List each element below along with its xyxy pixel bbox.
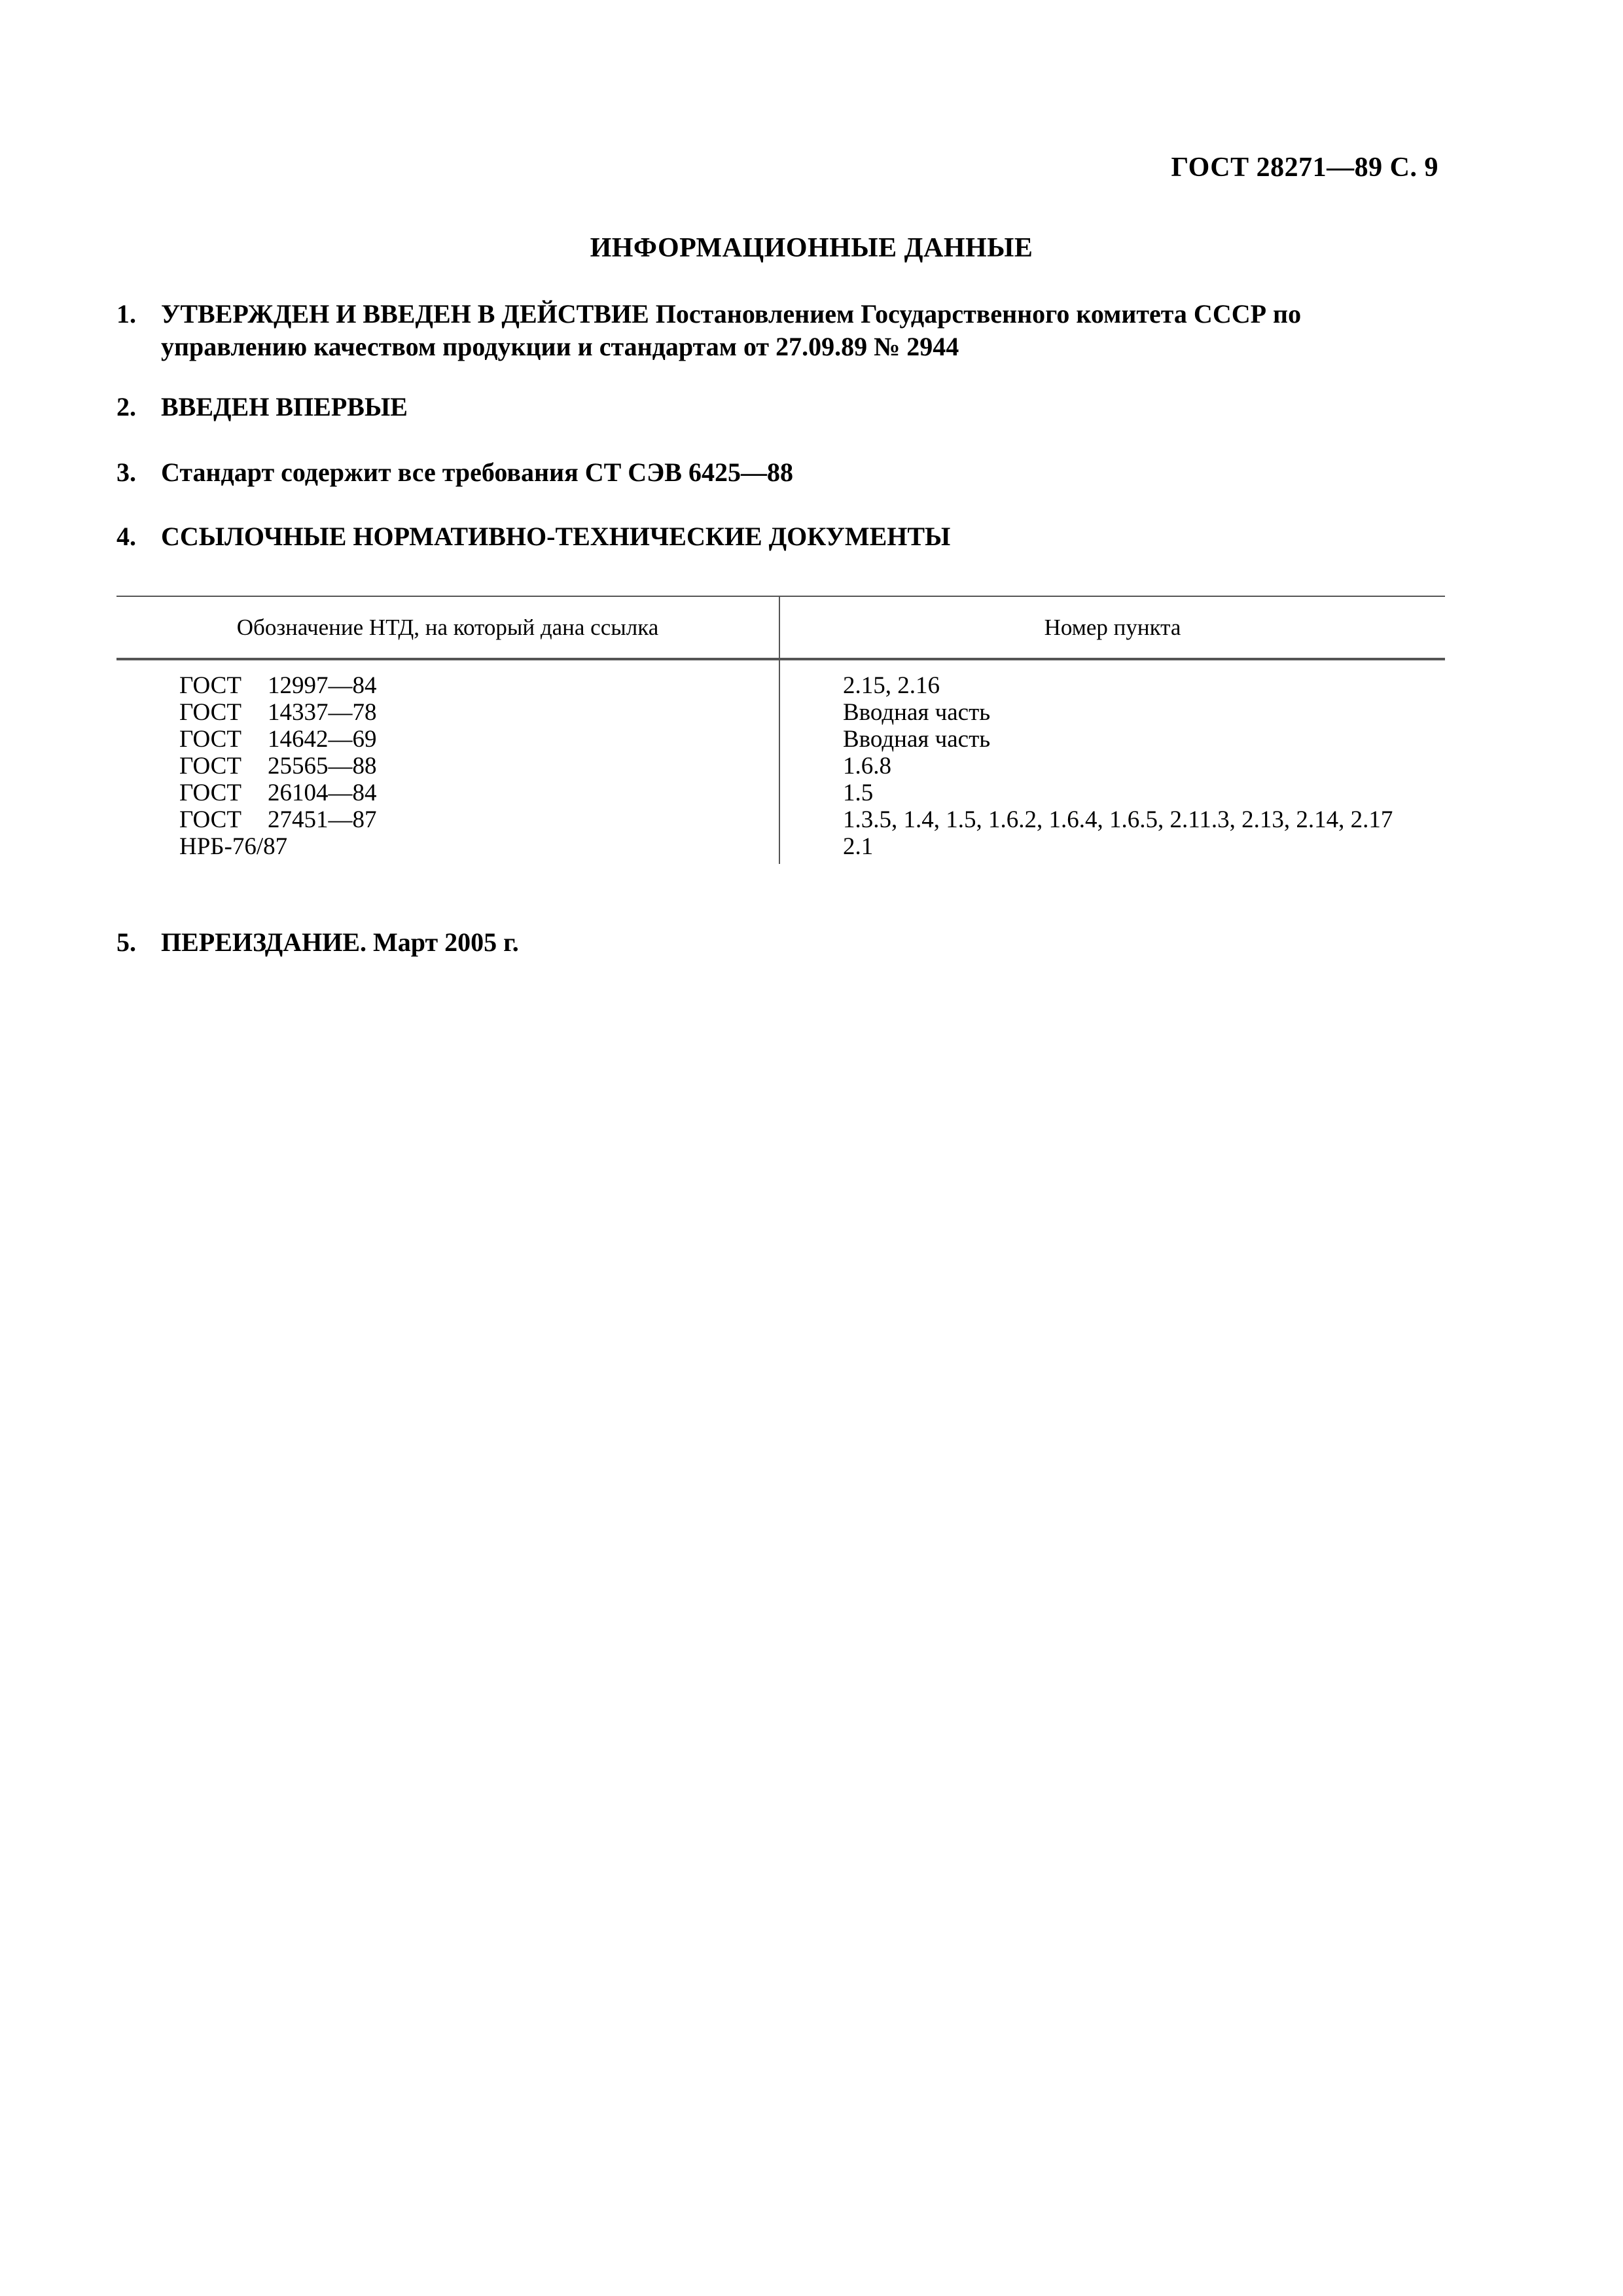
- doc-code: 14642—69: [268, 726, 377, 753]
- table-row: [116, 659, 1445, 699]
- table-row: [116, 753, 1445, 780]
- doc-prefix: ГОСТ: [179, 753, 241, 780]
- table-header-row: [116, 596, 1445, 659]
- item-number: 3.: [116, 457, 136, 487]
- item-text: ВВЕДЕН ВПЕРВЫЕ: [161, 392, 408, 422]
- item-text: ПЕРЕИЗДАНИЕ. Март 2005 г.: [161, 927, 519, 957]
- table-row: [116, 726, 1445, 753]
- paragraph-cell: Вводная часть: [843, 726, 991, 753]
- table-row: [116, 806, 1445, 833]
- document-cell: [116, 780, 779, 806]
- doc-code: 26104—84: [268, 780, 377, 806]
- paragraph-cell: 1.3.5, 1.4, 1.5, 1.6.2, 1.6.4, 1.6.5, 2.11.3, 2.13, 2.14, 2.17: [843, 806, 1393, 833]
- doc-prefix: ГОСТ: [179, 699, 241, 726]
- item-number: 5.: [116, 927, 136, 957]
- item-number: 2.: [116, 392, 136, 422]
- table-row: [116, 699, 1445, 726]
- doc-code: 14337—78: [268, 699, 377, 726]
- item-text: Стандарт содержит все требования СТ СЭВ 6425—88: [161, 457, 793, 487]
- table-row: [116, 833, 1445, 864]
- document-cell: [116, 726, 779, 753]
- item-number: 4.: [116, 522, 136, 551]
- doc-code: НРБ-76/87: [179, 833, 288, 860]
- document-cell: [116, 753, 779, 780]
- paragraph-cell: 1.5: [843, 780, 874, 806]
- document-title: ИНФОРМАЦИОННЫЕ ДАННЫЕ: [590, 233, 1033, 263]
- info-item-2: [116, 391, 1445, 423]
- info-item-1: [116, 298, 1445, 363]
- document-cell: [116, 699, 779, 726]
- info-item-3: [116, 456, 1445, 489]
- doc-code: 12997—84: [268, 672, 377, 699]
- item-text: УТВЕРЖДЕН И ВВЕДЕН В ДЕЙСТВИЕ Постановлением Государственного комитета СССР по управлению качеством продукции и стандартам от 27.09.89 № 2944: [161, 299, 1302, 361]
- doc-code: 27451—87: [268, 806, 377, 833]
- reference-documents-table: [116, 596, 1445, 864]
- doc-prefix: ГОСТ: [179, 806, 241, 833]
- document-cell: [116, 659, 779, 699]
- column-header-document: Обозначение НТД, на который дана ссылка: [116, 596, 779, 659]
- paragraph-cell: 1.6.8: [843, 753, 891, 780]
- doc-code: 25565—88: [268, 753, 377, 780]
- document-cell: [116, 806, 779, 833]
- info-item-4: [116, 520, 1445, 553]
- paragraph-cell: 2.15, 2.16: [843, 672, 940, 699]
- info-item-5: [116, 926, 1445, 959]
- page-header: ГОСТ 28271—89 С. 9: [1171, 152, 1438, 183]
- table-row: [116, 780, 1445, 806]
- paragraph-cell: 2.1: [843, 833, 874, 860]
- document-cell: [116, 833, 779, 864]
- paragraph-cell: Вводная часть: [843, 699, 991, 726]
- column-header-paragraph: Номер пункта: [779, 596, 1445, 659]
- doc-prefix: ГОСТ: [179, 726, 241, 753]
- item-text: ССЫЛОЧНЫЕ НОРМАТИВНО-ТЕХНИЧЕСКИЕ ДОКУМЕНТЫ: [161, 522, 951, 551]
- doc-prefix: ГОСТ: [179, 780, 241, 806]
- item-number: 1.: [116, 299, 136, 329]
- doc-prefix: ГОСТ: [179, 672, 241, 699]
